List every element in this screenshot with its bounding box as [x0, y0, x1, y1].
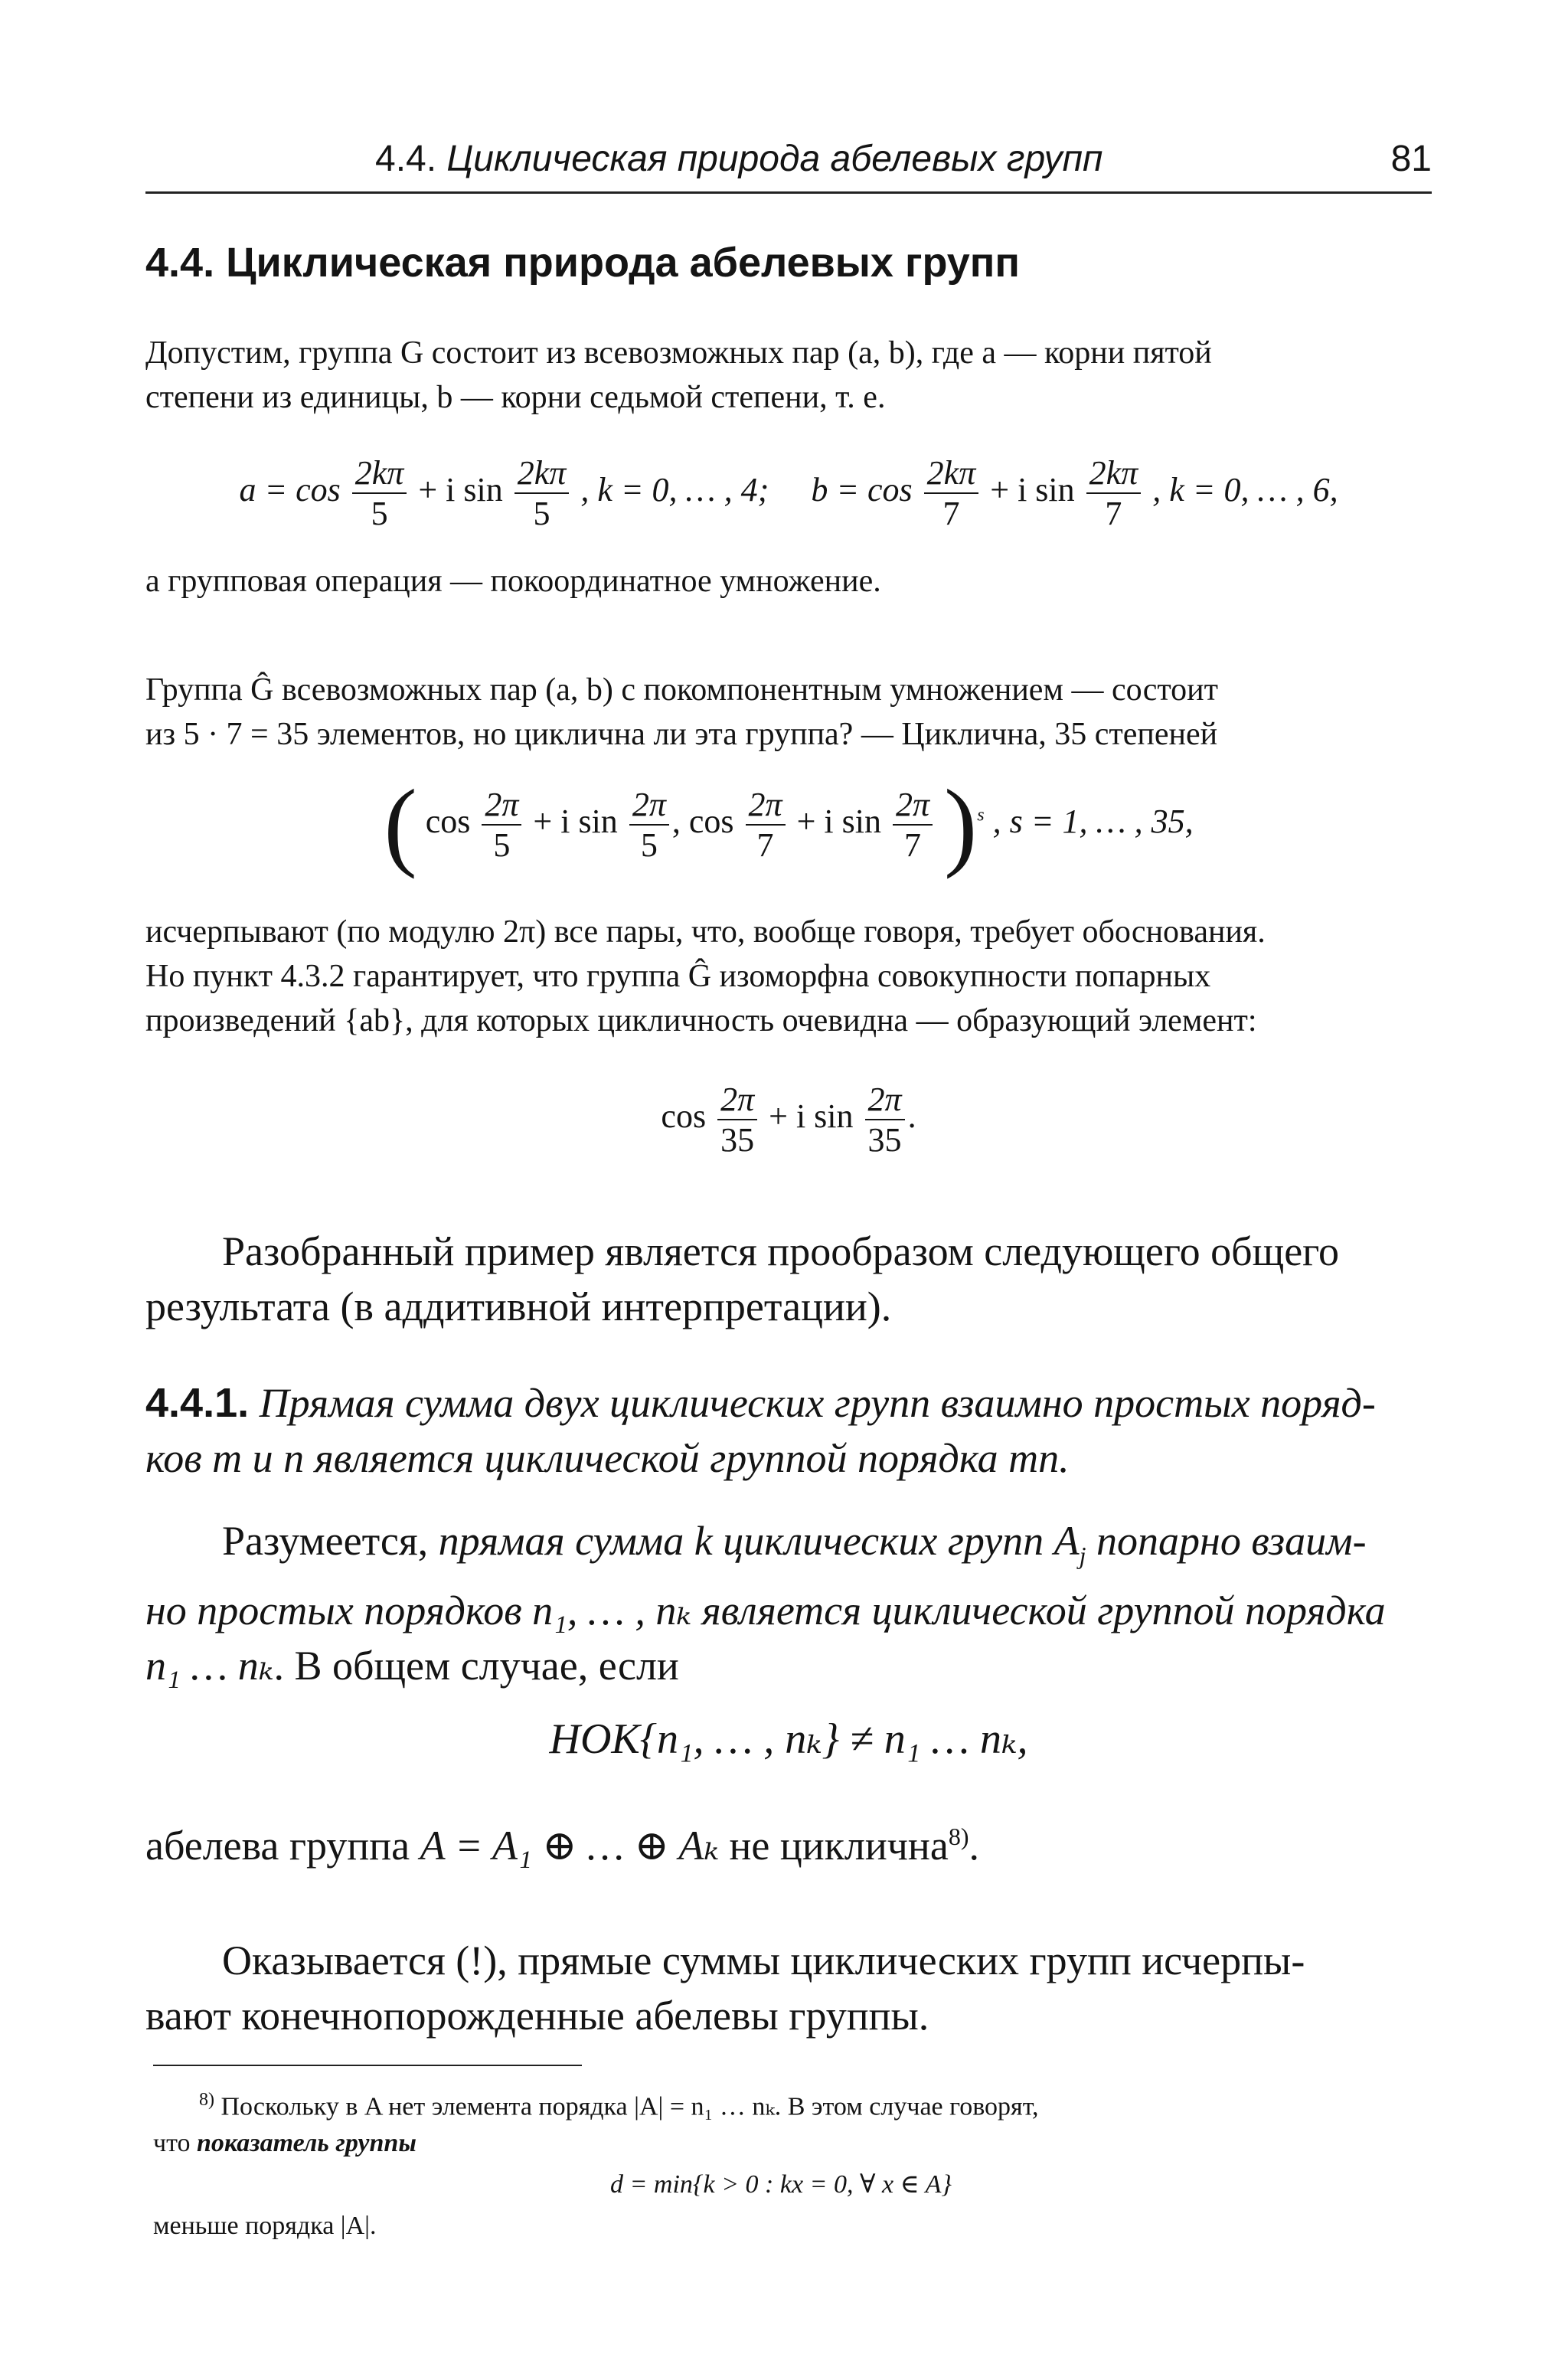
header-title [375, 138, 1102, 180]
eq-text: , k = 0, … , 6, [1152, 471, 1338, 509]
fraction: $\frac{2\pi}{5}$ [629, 785, 669, 865]
paragraph-exhaust-final [145, 1933, 1432, 2043]
eq-text: + i sin [990, 471, 1075, 509]
paragraph-generalization: Разумеется, прямая сумма k циклических групп $A_j$ попарно взаим- но простых порядков n₁, … , nₖ является циклической группой порядка n₁ … nₖ. В общем случае, если [145, 1518, 1386, 1689]
text-line: Разобранный пример является прообразом следующего общего [222, 1228, 1339, 1274]
paragraph-group-hat [145, 668, 1432, 757]
text-line: из 5 · 7 = 35 элементов, но циклична ли эта группа? — Циклична, 35 степеней [145, 717, 1218, 752]
text-line: Но пункт 4.3.2 гарантирует, что группа Ĝ изоморфна совокупности попарных [145, 959, 1211, 994]
fraction: $\frac{2\pi}{35}$ [717, 1080, 757, 1159]
fraction: $\frac{2\pi}{7}$ [893, 785, 933, 865]
text-line: степени из единицы, b — корни седьмой степени, т. е. [145, 380, 886, 415]
eq-text: , k = 0, … , 4; [580, 471, 769, 509]
section-heading [145, 239, 1020, 286]
text-line: Прямая сумма двух циклических групп взаимно простых поряд- [259, 1380, 1376, 1426]
fraction: $\frac{2k\pi}{7}$ [1086, 453, 1142, 533]
eq-text: a = cos [239, 471, 341, 509]
equation-lcm: НОК{n₁, … , nₖ} ≠ n₁ … nₖ, [549, 1715, 1028, 1763]
footnote: $^{8)}$ Поскольку в A нет элемента порядка |A| = n₁ … nₖ. В этом случае говорят, что показатель группы d = min{k > 0 : kx = 0, ∀ x ∈ A} меньше порядка |A|. [153, 2081, 1409, 2245]
page-number: 81 [1390, 139, 1432, 179]
footnote-mark: 8) [199, 2090, 214, 2110]
fraction: $\frac{2k\pi}{5}$ [514, 453, 570, 533]
running-header [145, 132, 1432, 194]
text-line: но простых порядков n₁, … , nₖ является циклической группой порядка [145, 1587, 1386, 1633]
text-line: произведений {ab}, для которых цикличность очевидна — образующий элемент: [145, 1003, 1257, 1038]
term-exponent: показатель группы [197, 2129, 416, 2158]
paragraph-prototype [145, 1224, 1432, 1334]
paragraph-operation [145, 559, 1432, 603]
footnote-formula: d = min{k > 0 : kx = 0, ∀ x ∈ A} [609, 2170, 952, 2199]
text-line: Допустим, группа G состоит из всевозможных пар (a, b), где a — корни пятой [145, 335, 1212, 371]
text-line: Группа Ĝ всевозможных пар (a, b) с покомпонентным умножением — состоит [145, 672, 1218, 708]
paragraph-intro [145, 331, 1432, 420]
text-line: результата (в аддитивной интерпретации). [145, 1283, 892, 1329]
equation-powers: ( cos $\frac{2\pi}{5}$ + i sin $\frac{2\pi}{5}$ , cos $\frac{2\pi}{7}$ + i sin $\frac{2\pi}{7}$ )$^s$ , s = 1, … , 35, [384, 770, 1194, 880]
eq-text: , s = 1, … , 35, [992, 803, 1194, 841]
text-line: а групповая операция — покоординатное умножение. [145, 564, 881, 599]
equation-generator: cos $\frac{2\pi}{35}$ + i sin $\frac{2\pi}{35}$ . [661, 1081, 916, 1159]
text-line: ков m и n является циклической группой порядка mn. [145, 1435, 1070, 1481]
header-section-number: 4.4. [375, 139, 437, 179]
header-section-title: Циклическая природа абелевых групп [446, 139, 1103, 179]
footnote-reference[interactable]: 8) [948, 1823, 969, 1850]
footnote-rule [153, 2065, 582, 2066]
text-line: вают конечнопорожденные абелевы группы. [145, 1993, 929, 2039]
right-paren: ) [944, 770, 978, 880]
left-paren: ( [384, 770, 417, 880]
fraction: $\frac{2\pi}{5}$ [482, 785, 521, 865]
fraction: $\frac{2\pi}{7}$ [746, 785, 786, 865]
paragraph-not-cyclic: абелева группа A = A₁ ⊕ … ⊕ Aₖ не циклична$^{8)}$. [145, 1823, 979, 1869]
paragraph-exhaust [145, 910, 1432, 1043]
section-number: 4.4. [145, 240, 215, 286]
section-title: Циклическая природа абелевых групп [226, 240, 1020, 286]
equation-roots [145, 453, 1432, 533]
fraction: $\frac{2\pi}{35}$ [865, 1080, 905, 1159]
text-line: Оказывается (!), прямые суммы циклических групп исчерпы- [222, 1937, 1305, 1983]
eq-text: b = cos [811, 471, 913, 509]
fraction: $\frac{2k\pi}{5}$ [352, 453, 407, 533]
eq-text: + i sin [418, 471, 503, 509]
theorem-number: 4.4.1. [145, 1380, 250, 1426]
fraction: $\frac{2k\pi}{7}$ [924, 453, 979, 533]
theorem-4-4-1 [145, 1375, 1432, 1486]
text-line: исчерпывают (по модулю 2π) все пары, что, вообще говоря, требует обоснования. [145, 914, 1266, 950]
exponent: s [977, 805, 985, 826]
